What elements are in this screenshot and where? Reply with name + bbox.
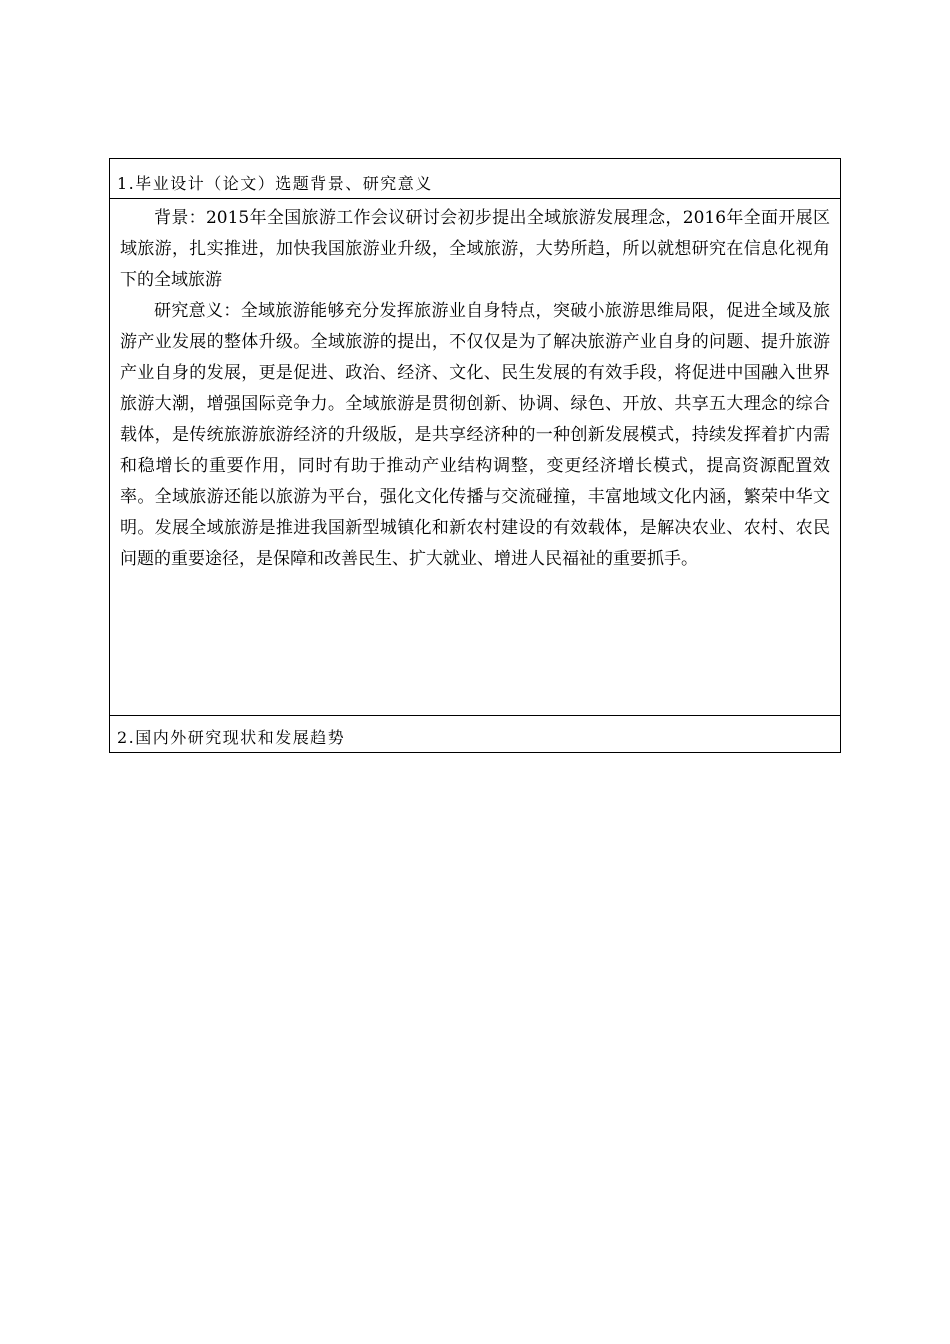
section-2-heading: 2.国内外研究现状和发展趋势 [117, 728, 346, 747]
section-1-content [110, 199, 840, 716]
background-paragraph: 背景：2015年全国旅游工作会议研讨会初步提出全域旅游发展理念，2016年全面开展区域旅游，扎实推进，加快我国旅游业升级，全域旅游，大势所趋，所以就想研究在信息化视角下的全域旅游 [120, 208, 830, 290]
proposal-form-table [109, 158, 841, 753]
section-1-heading: 1.毕业设计（论文）选题背景、研究意义 [110, 159, 840, 199]
significance-paragraph: 研究意义：全域旅游能够充分发挥旅游业自身特点，突破小旅游思维局限，促进全域及旅游产业发展的整体升级。全域旅游的提出，不仅仅是为了解决旅游产业自身的问题、提升旅游产业自身的发展，更是促进、政治、经济、文化、民生发展的有效手段，将促进中国融入世界旅游大潮，增强国际竞争力。全域旅游是贯彻创新、协调、绿色、开放、共享五大理念的综合载体，是传统旅游旅游经济的升级版，是共享经济种的一种创新发展模式，持续发挥着扩内需和稳增长的重要作用，同时有助于推动产业结构调整，变更经济增长模式，提高资源配置效率。全域旅游还能以旅游为平台，强化文化传播与交流碰撞，丰富地域文化内涵，繁荣中华文明。发展全域旅游是推进我国新型城镇化和新农村建设的有效载体，是解决农业、农村、农民问题的重要途径，是保障和改善民生、扩大就业、增进人民福祉的重要抓手。 [120, 301, 830, 569]
